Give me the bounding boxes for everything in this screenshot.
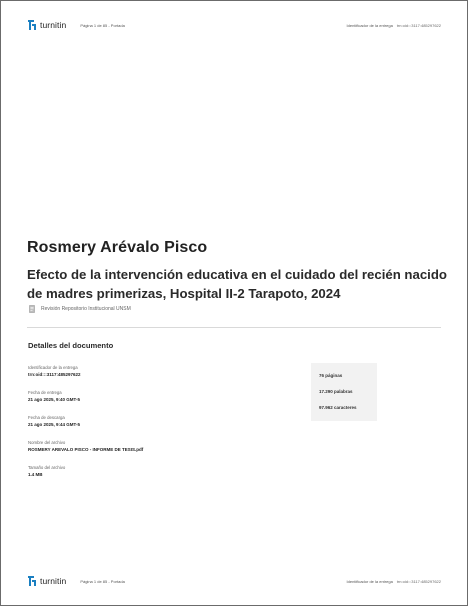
page-indicator: Página 1 de 85 - Portada bbox=[80, 578, 125, 584]
brand-wordmark: turnitin bbox=[40, 576, 67, 586]
section-divider bbox=[27, 327, 441, 328]
document-stats bbox=[311, 363, 377, 421]
detail-field bbox=[28, 440, 268, 454]
detail-label: Tamaño del archivo bbox=[28, 465, 66, 470]
submission-id-label: Identificador de la entrega bbox=[346, 578, 393, 584]
detail-field bbox=[28, 365, 268, 379]
page-header bbox=[27, 17, 441, 33]
detail-label: Fecha de descarga bbox=[28, 415, 65, 420]
submission-id-label: Identificador de la entrega bbox=[346, 22, 393, 28]
details-heading: Detalles del documento bbox=[28, 341, 114, 350]
repository-label: Revisión Repositorio Institucional UNSM bbox=[41, 306, 131, 312]
turnitin-logo-icon bbox=[27, 575, 37, 587]
brand-wordmark: turnitin bbox=[40, 20, 67, 30]
turnitin-brand bbox=[27, 19, 66, 31]
turnitin-logo-icon bbox=[27, 19, 37, 31]
detail-value: 21 ago 2025, 9:40 GMT-5 bbox=[28, 397, 81, 402]
detail-value: 21 ago 2025, 9:44 GMT-5 bbox=[28, 422, 81, 427]
document-details bbox=[28, 365, 268, 490]
detail-field bbox=[28, 390, 268, 404]
detail-value: ROSMERY AREVALO PISCO - INFORME DE TESIS.pdf bbox=[28, 447, 144, 452]
turnitin-brand bbox=[27, 575, 66, 587]
detail-label: Identificador de la entrega bbox=[28, 365, 78, 370]
document-title: Efecto de la intervención educativa en el cuidado del recién nacido de madres primerizas, Hospital II-2 Tarapoto, 2024 bbox=[27, 267, 447, 301]
author-name: Rosmery Arévalo Pisco bbox=[27, 239, 208, 256]
detail-label: Nombre del archivo bbox=[28, 440, 66, 445]
page-footer bbox=[27, 573, 441, 589]
detail-value: 1.4 MB bbox=[28, 472, 43, 477]
submission-id-value: trn:oid:::3117:485297622 bbox=[396, 22, 441, 28]
detail-value: trn:oid:::3117:485297622 bbox=[28, 372, 81, 377]
character-count: 97.962 caracteres bbox=[319, 405, 357, 410]
detail-label: Fecha de entrega bbox=[28, 390, 62, 395]
detail-field bbox=[28, 465, 268, 479]
page-count: 76 páginas bbox=[319, 373, 343, 378]
submission-id-value: trn:oid:::3117:485297622 bbox=[396, 578, 441, 584]
word-count: 17.290 palabras bbox=[319, 389, 353, 394]
document-icon bbox=[29, 305, 35, 313]
detail-field bbox=[28, 415, 268, 429]
page-indicator: Página 1 de 85 - Portada bbox=[80, 22, 125, 28]
repository-line bbox=[29, 305, 131, 313]
